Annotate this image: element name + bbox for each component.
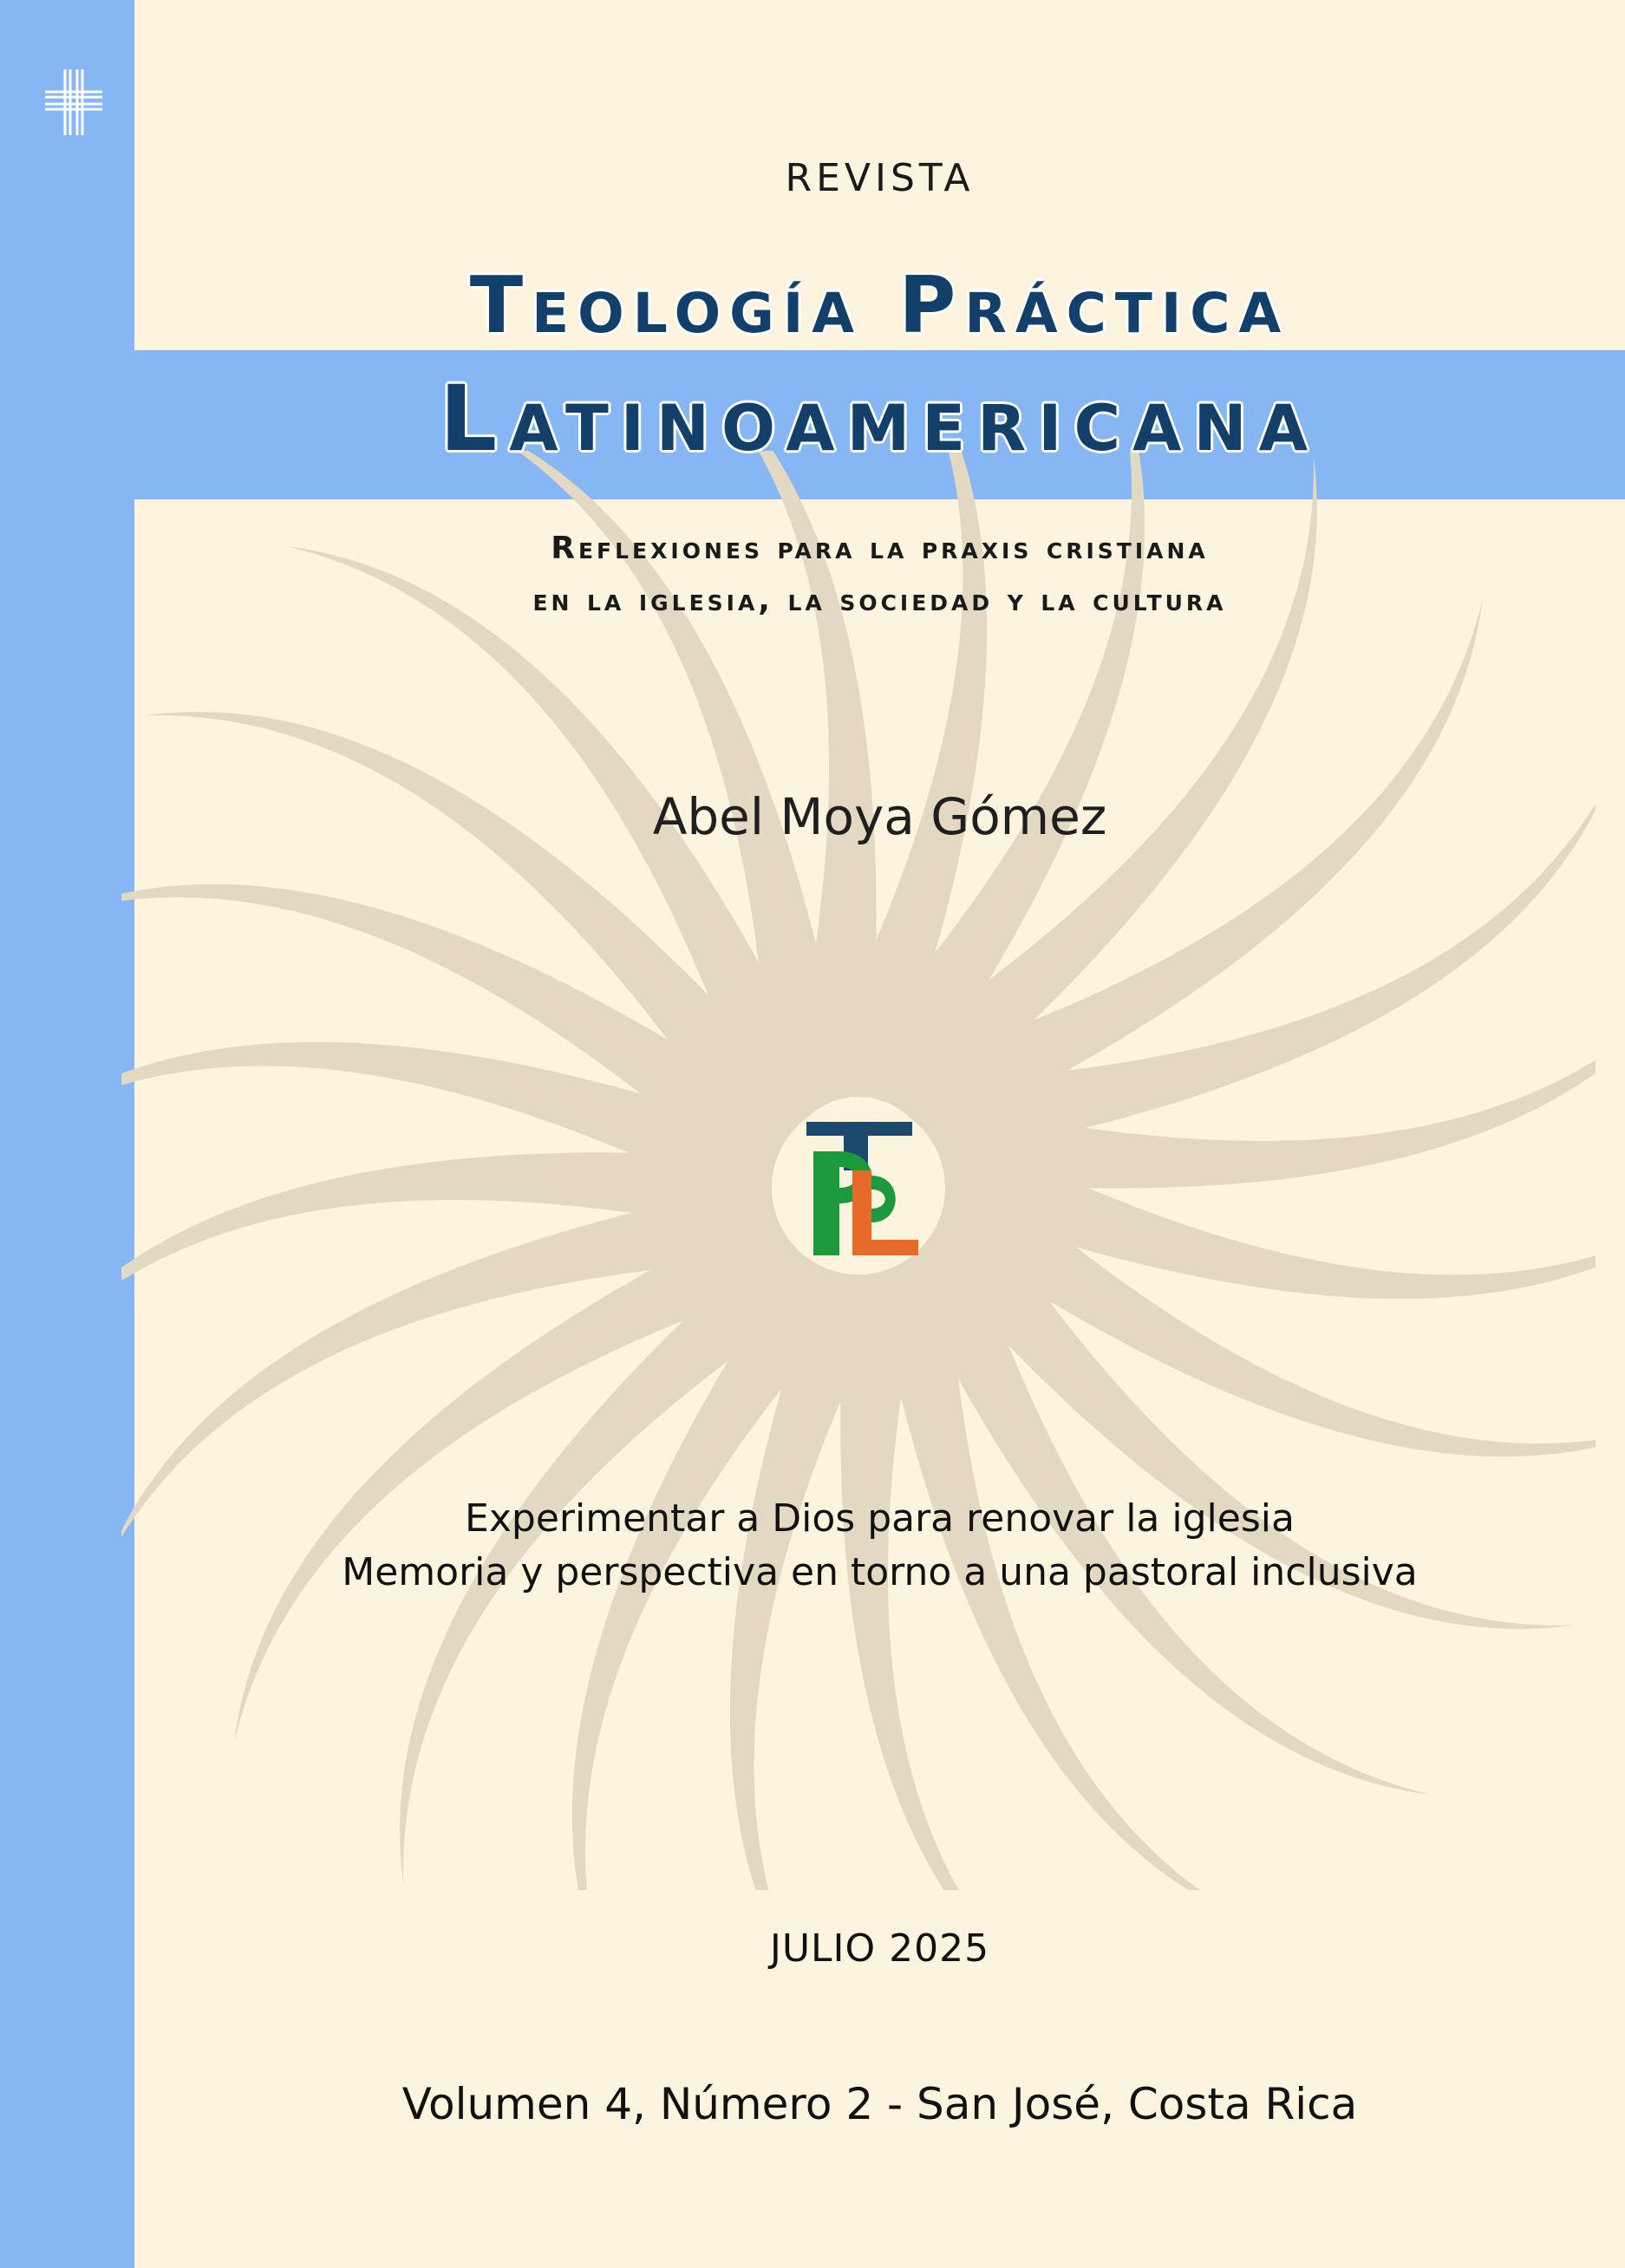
journal-subtitle-line2: en la iglesia, la sociedad y la cultura bbox=[532, 583, 1227, 618]
tpl-monogram-icon bbox=[763, 1101, 954, 1274]
journal-title-line2: Latinoamericana bbox=[439, 366, 1321, 472]
author-name: Abel Moya Gómez bbox=[652, 787, 1107, 846]
issue-volume-line: Volumen 4, Número 2 - San José, Costa Rica bbox=[401, 2079, 1358, 2129]
work-title: Experimentar a Dios para renovar la iglesia bbox=[465, 1496, 1295, 1541]
side-band bbox=[0, 0, 134, 2268]
journal-subtitle-line1: Reflexiones para la praxis cristiana bbox=[551, 531, 1209, 566]
cross-logo-icon bbox=[43, 68, 104, 137]
work-subtitle: Memoria y perspectiva en torno a una pastoral inclusiva bbox=[342, 1550, 1418, 1594]
journal-kicker: REVISTA bbox=[785, 156, 975, 200]
journal-title-line1: Teología Práctica bbox=[469, 260, 1290, 351]
issue-date: JULIO 2025 bbox=[769, 1926, 990, 1971]
